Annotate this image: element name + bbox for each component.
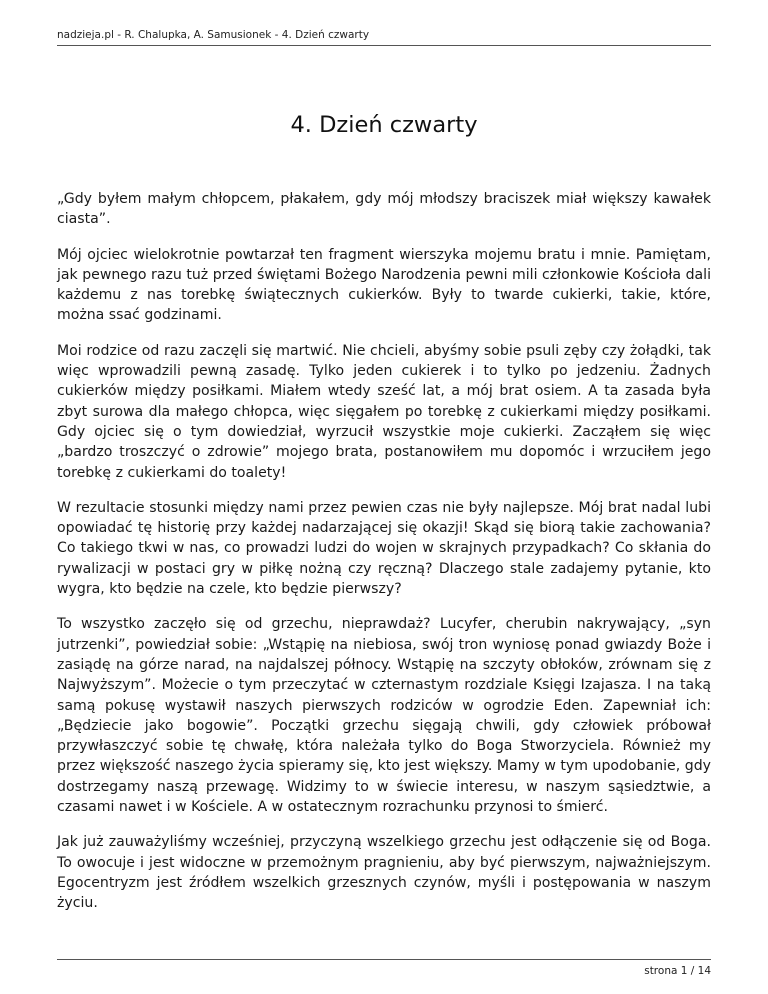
paragraph: Moi rodzice od razu zaczęli się martwić. Nie chcieli, abyśmy sobie psuli zęby czy żołądki, tak więc wprowadzili pewną zasadę. Tylko jeden cukierek i to tylko po jedzeniu. Żadnych cukierków między posiłkami. Miałem wtedy sześć lat, a mój brat osiem. A ta zasada była zbyt surowa dla małego chłopca, więc sięgałem po torebkę z cukierkami między posiłkami. Gdy ojciec się o tym dowiedział, wyrzucił wszystkie moje cukierki. Zacząłem się więc „bardzo troszczyć o zdrowie” mojego brata, postanowiłem mu dopomóc i wrzuciłem jego torebkę z cukierkami do toalety! — [57, 342, 711, 481]
page-number: strona 1 / 14 — [644, 965, 711, 977]
footer-divider — [57, 959, 711, 960]
article-body — [57, 189, 711, 929]
paragraph: Jak już zauważyliśmy wcześniej, przyczyną wszelkiego grzechu jest odłączenie się od Boga. To owocuje i jest widoczne w przemożnym pragnieniu, aby być pierwszym, najważniejszym. Egocentryzm jest źródłem wszelkich grzesznych czynów, myśli i postępowania w naszym życiu. — [57, 834, 711, 912]
running-header: nadzieja.pl - R. Chalupka, A. Samusionek - 4. Dzień czwarty — [57, 29, 370, 41]
paragraph: To wszystko zaczęło się od grzechu, nieprawdaż? Lucyfer, cherubin nakrywający, „syn jutrzenki”, powiedział sobie: „Wstąpię na niebiosa, swój tron wyniosę ponad gwiazdy Boże i zasiądę na górze narad, na najdalszej północy. Wstąpię na szczyty obłoków, zrównam się z Najwyższym”. Możecie o tym przeczytać w czternastym rozdziale Księgi Izajasza. I na taką samą pokusę wystawił naszych pierwszych rodziców w ogrodzie Eden. Zapewniał ich: „Będziecie jako bogowie”. Początki grzechu sięgają chwili, gdy człowiek próbował przywłaszczyć sobie tę chwałę, która należała tylko do Boga Stworzyciela. Również my przez większość naszego życia spieramy się, kto jest większy. Mamy w tym upodobanie, gdy dostrzegamy naszą przewagę. Widzimy to w świecie interesu, w naszym sąsiedztwie, a czasami nawet i w Kościele. A w ostatecznym rozrachunku przynosi to śmierć. — [57, 616, 711, 816]
header-divider — [57, 45, 711, 46]
paragraph: „Gdy byłem małym chłopcem, płakałem, gdy mój młodszy braciszek miał większy kawałek ciasta”. — [57, 191, 711, 228]
page-title: 4. Dzień czwarty — [290, 112, 478, 138]
paragraph: Mój ojciec wielokrotnie powtarzał ten fragment wierszyka mojemu bratu i mnie. Pamiętam, jak pewnego razu tuż przed świętami Bożego Narodzenia pewni mili członkowie Kościoła dali każdemu z nas torebkę świątecznych cukierków. Były to twarde cukierki, takie, które, można ssać godzinami. — [57, 246, 711, 324]
paragraph: W rezultacie stosunki między nami przez pewien czas nie były najlepsze. Mój brat nadal lubi opowiadać tę historię przy każdej nadarzającej się okazji! Skąd się biorą takie zachowania? Co takiego tkwi w nas, co prowadzi ludzi do wojen w skrajnych przypadkach? Co skłania do rywalizacji w postaci gry w piłkę nożną czy ręczną? Dlaczego stale zadajemy pytanie, kto wygra, kto będzie na czele, kto będzie pierwszy? — [57, 499, 711, 598]
